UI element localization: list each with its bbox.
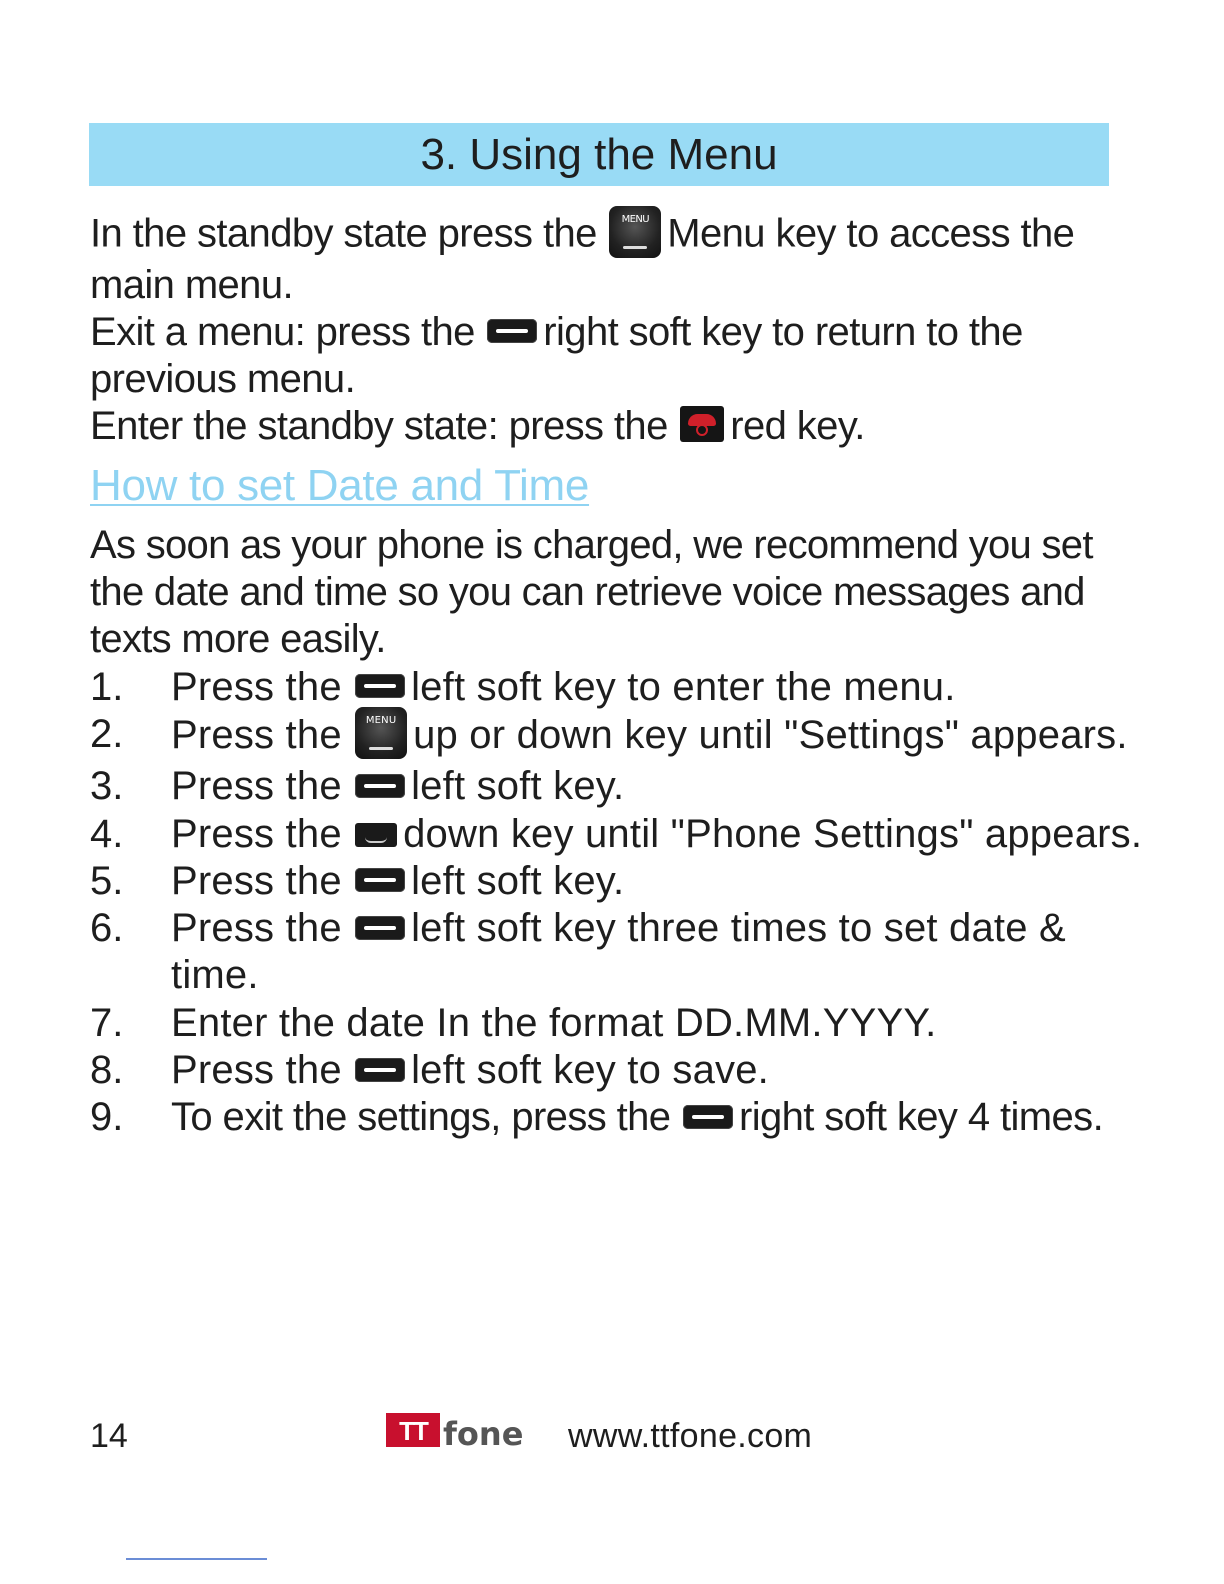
list-item	[90, 858, 1150, 905]
step-text-after: left soft key three times to set date & time.	[171, 906, 1066, 998]
step-number: 3.	[90, 764, 124, 809]
step-text-before: Press the	[171, 1048, 342, 1093]
intro-line-standby-before: Enter the standby state: press the	[90, 404, 668, 448]
intro-line-standby	[90, 403, 1120, 450]
step-text-before: Press the	[171, 858, 342, 903]
menu-key-label: MENU	[365, 715, 397, 727]
left-soft-key-icon	[355, 1058, 405, 1082]
website-link[interactable]: www.ttfone.com	[568, 1417, 813, 1455]
left-soft-key-icon	[355, 868, 405, 892]
step-number: 9.	[90, 1095, 124, 1140]
step-number: 2.	[90, 712, 124, 757]
menu-key-label: MENU	[621, 214, 649, 225]
step-text-after: down key until "Phone Settings" appears.	[403, 811, 1143, 856]
intro-text	[90, 210, 1120, 450]
list-item	[90, 1094, 1150, 1141]
intro-line-exit-before: Exit a menu: press the	[90, 310, 475, 354]
step-text-after: left soft key to enter the menu.	[411, 665, 956, 709]
intro-line-menu	[90, 210, 1120, 309]
step-number: 8.	[90, 1048, 124, 1093]
intro-line-standby-after: red key.	[730, 404, 865, 448]
list-item	[90, 1000, 1150, 1047]
step-text-before: To exit the settings, press the	[171, 1095, 671, 1140]
menu-key-icon	[609, 206, 661, 258]
page-number: 14	[90, 1417, 128, 1455]
intro-line-exit	[90, 309, 1120, 403]
list-item	[90, 711, 1150, 763]
intro-line-exit-after: right soft key to return to the previous menu.	[90, 310, 1023, 401]
list-item	[90, 664, 1150, 711]
intro-line-menu-after: Menu key to access the main menu.	[90, 211, 1075, 307]
step-text-before: Press the	[171, 712, 342, 757]
bottom-divider	[126, 1558, 267, 1560]
list-item	[90, 1047, 1150, 1094]
right-soft-key-icon	[683, 1105, 733, 1129]
list-item	[90, 811, 1150, 858]
left-soft-key-icon	[355, 674, 405, 698]
step-text-before: Press the	[171, 665, 342, 709]
steps-list	[90, 664, 1150, 1142]
logo-mark: TT	[386, 1413, 440, 1447]
section-title: 3. Using the Menu	[420, 130, 778, 179]
list-item	[90, 905, 1150, 1000]
step-number: 5.	[90, 858, 124, 903]
step-text-before: Press the	[171, 811, 342, 856]
subheading-date-time[interactable]: How to set Date and Time	[90, 461, 590, 510]
step-number: 1.	[90, 665, 124, 709]
step-text-before: Press the	[171, 906, 342, 951]
section-header	[89, 123, 1109, 186]
menu-key-icon	[355, 707, 407, 759]
step-text-after: left soft key.	[411, 858, 625, 903]
logo-word: fone	[443, 1415, 524, 1453]
intro-line-menu-before: In the standby state press the	[90, 211, 597, 256]
step-text-after: left soft key to save.	[411, 1048, 769, 1093]
step-number: 7.	[90, 1000, 124, 1045]
step-text-after: left soft key.	[411, 764, 625, 809]
left-soft-key-icon	[355, 774, 405, 798]
step-text-after: right soft key 4 times.	[738, 1095, 1104, 1140]
red-key-icon	[680, 406, 724, 442]
intro-paragraph: As soon as your phone is charged, we recommend you set the date and time so you can retrieve voice messages and texts more easily.	[90, 523, 1093, 661]
list-item	[90, 763, 1150, 810]
step-text-before: Press the	[171, 764, 342, 809]
right-soft-key-icon	[487, 319, 537, 343]
step-number: 4.	[90, 811, 124, 856]
down-key-icon	[355, 823, 397, 847]
left-soft-key-icon	[355, 916, 405, 940]
step-text: Enter the date In the format DD.MM.YYYY.	[171, 1000, 937, 1045]
step-number: 6.	[90, 906, 124, 951]
step-text-after: up or down key until "Settings" appears.	[413, 712, 1128, 757]
